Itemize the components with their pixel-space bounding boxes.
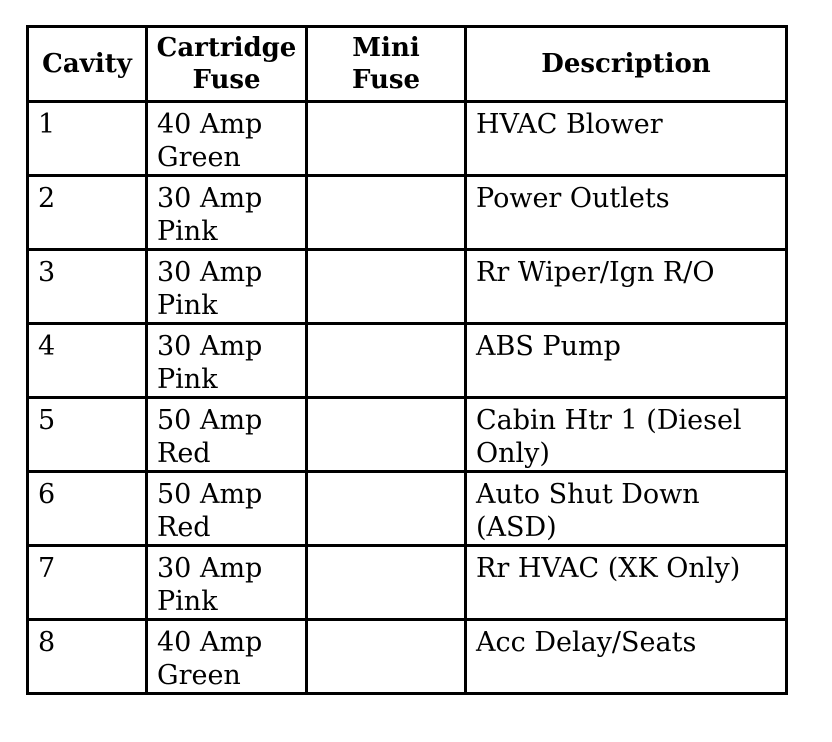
- description-line1: Rr HVAC (XK Only): [476, 553, 741, 584]
- description-line2: (ASD): [476, 512, 557, 543]
- description-line1: Acc Delay/Seats: [476, 627, 697, 658]
- fuse-table: [26, 25, 788, 695]
- description-line1: Auto Shut Down: [476, 479, 700, 510]
- description-line1: Power Outlets: [476, 183, 670, 214]
- table-row: [28, 398, 787, 472]
- header-mini-fuse: [307, 27, 466, 102]
- cavity-cell: [28, 176, 147, 250]
- table-row: [28, 102, 787, 176]
- cavity-cell: [28, 102, 147, 176]
- cavity-cell: [28, 398, 147, 472]
- cartridge-amp: 30 Amp: [157, 183, 263, 214]
- header-cartridge-fuse: [147, 27, 307, 102]
- cavity-cell: [28, 250, 147, 324]
- mini-fuse-cell: [307, 250, 466, 324]
- mini-fuse-cell: [307, 546, 466, 620]
- cartridge-color: Green: [157, 660, 241, 691]
- description-cell: [466, 176, 787, 250]
- cavity-number: 2: [38, 183, 56, 214]
- cartridge-cell: [147, 250, 307, 324]
- cavity-number: 4: [38, 331, 56, 362]
- description-line1: ABS Pump: [476, 331, 621, 362]
- table-row: [28, 250, 787, 324]
- table-body: [28, 102, 787, 694]
- description-cell: [466, 250, 787, 324]
- header-cavity-label: Cavity: [42, 49, 132, 79]
- header-cavity: [28, 27, 147, 102]
- cartridge-color: Pink: [157, 216, 218, 247]
- header-description: [466, 27, 787, 102]
- cartridge-color: Green: [157, 142, 241, 173]
- cavity-number: 7: [38, 553, 56, 584]
- table-header: [28, 27, 787, 102]
- cartridge-amp: 40 Amp: [157, 109, 263, 140]
- cartridge-color: Pink: [157, 586, 218, 617]
- cartridge-color: Pink: [157, 364, 218, 395]
- cartridge-amp: 30 Amp: [157, 331, 263, 362]
- cartridge-cell: [147, 546, 307, 620]
- header-row: [28, 27, 787, 102]
- cartridge-cell: [147, 472, 307, 546]
- table-row: [28, 546, 787, 620]
- description-cell: [466, 102, 787, 176]
- description-cell: [466, 324, 787, 398]
- description-cell: [466, 620, 787, 694]
- cartridge-color: Red: [157, 512, 211, 543]
- cavity-number: 3: [38, 257, 56, 288]
- mini-fuse-cell: [307, 324, 466, 398]
- description-line1: Rr Wiper/Ign R/O: [476, 257, 715, 288]
- cartridge-amp: 50 Amp: [157, 479, 263, 510]
- header-mini-line2: Fuse: [351, 65, 421, 95]
- cavity-number: 5: [38, 405, 56, 436]
- cartridge-cell: [147, 620, 307, 694]
- description-line2: Only): [476, 438, 550, 469]
- mini-fuse-cell: [307, 472, 466, 546]
- header-cartridge-line1: Cartridge: [156, 33, 297, 63]
- header-mini-line1: Mini: [352, 33, 420, 63]
- description-cell: [466, 546, 787, 620]
- cavity-cell: [28, 472, 147, 546]
- cartridge-cell: [147, 398, 307, 472]
- cartridge-cell: [147, 176, 307, 250]
- table-row: [28, 176, 787, 250]
- cartridge-amp: 30 Amp: [157, 257, 263, 288]
- description-cell: [466, 398, 787, 472]
- description-cell: [466, 472, 787, 546]
- cartridge-color: Pink: [157, 290, 218, 321]
- cartridge-amp: 30 Amp: [157, 553, 263, 584]
- cartridge-amp: 40 Amp: [157, 627, 263, 658]
- cavity-cell: [28, 324, 147, 398]
- mini-fuse-cell: [307, 398, 466, 472]
- cartridge-color: Red: [157, 438, 211, 469]
- cavity-number: 6: [38, 479, 56, 510]
- cartridge-cell: [147, 324, 307, 398]
- table-row: [28, 472, 787, 546]
- cavity-cell: [28, 546, 147, 620]
- cartridge-cell: [147, 102, 307, 176]
- header-description-label: Description: [541, 49, 711, 79]
- cavity-cell: [28, 620, 147, 694]
- cavity-number: 8: [38, 627, 56, 658]
- cavity-number: 1: [38, 109, 56, 140]
- mini-fuse-cell: [307, 620, 466, 694]
- mini-fuse-cell: [307, 102, 466, 176]
- table-row: [28, 324, 787, 398]
- table-row: [28, 620, 787, 694]
- cartridge-amp: 50 Amp: [157, 405, 263, 436]
- description-line1: Cabin Htr 1 (Diesel: [476, 405, 742, 436]
- mini-fuse-cell: [307, 176, 466, 250]
- header-cartridge-line2: Fuse: [192, 65, 261, 95]
- description-line1: HVAC Blower: [476, 109, 663, 140]
